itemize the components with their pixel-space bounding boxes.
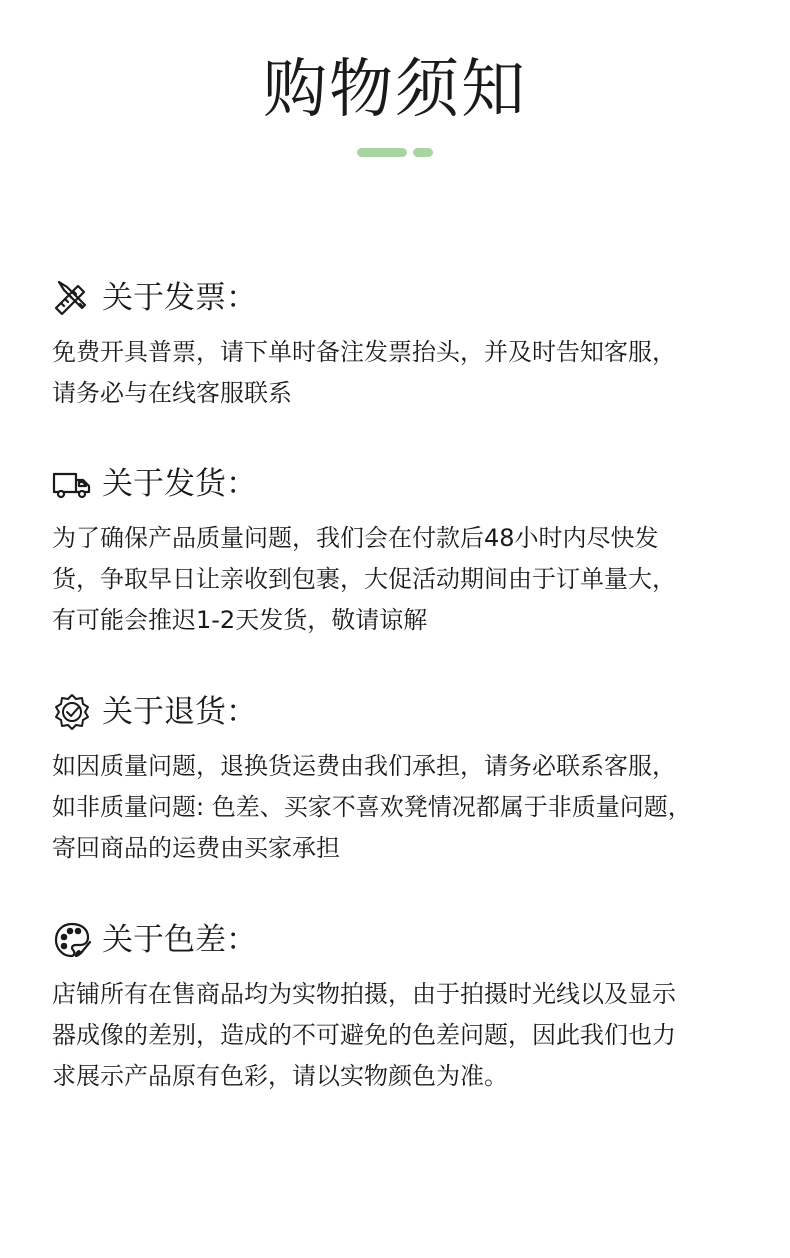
section-invoice [52,278,752,414]
section-title: 关于色差： [102,922,257,958]
body-line: 有可能会推迟1-2天发货，敬请谅解 [52,606,428,634]
section-title: 关于发票： [102,280,257,316]
title-decoration [357,148,437,157]
section-header [52,464,752,504]
body-line: 如因质量问题，退换货运费由我们承担，请务必联系客服， [52,752,676,780]
section-color-difference [52,920,752,1097]
palette-icon [52,920,92,960]
decoration-bar-short [413,148,433,157]
section-header [52,920,752,960]
page-title: 购物须知 [263,53,527,127]
body-line: 货，争取早日让亲收到包裹，大促活动期间由于订单量大， [52,565,676,593]
body-line: 如非质量问题: 色差、买家不喜欢凳情况都属于非质量问题， [52,793,692,821]
body-line: 器成像的差别，造成的不可避免的色差问题，因此我们也力 [52,1021,676,1049]
section-return [52,692,752,869]
delivery-truck-icon [52,464,92,504]
quality-badge-icon [52,692,92,732]
body-line: 求展示产品原有色彩，请以实物颜色为准。 [52,1062,508,1090]
body-line: 店铺所有在售商品均为实物拍摄，由于拍摄时光线以及显示 [52,980,676,1008]
section-title: 关于退货： [102,694,257,730]
section-body [52,746,752,869]
section-header [52,278,752,318]
pencil-ruler-icon [52,278,92,318]
body-line: 请务必与在线客服联系 [52,379,292,407]
decoration-bar-long [357,148,407,157]
body-line: 寄回商品的运费由买家承担 [52,834,340,862]
section-header [52,692,752,732]
section-body [52,518,752,641]
section-body [52,332,752,414]
section-body [52,974,752,1097]
body-line: 为了确保产品质量问题，我们会在付款后48小时内尽快发 [52,524,659,552]
section-title: 关于发货： [102,466,257,502]
body-line: 免费开具普票，请下单时备注发票抬头，并及时告知客服， [52,338,676,366]
section-shipping [52,464,752,641]
